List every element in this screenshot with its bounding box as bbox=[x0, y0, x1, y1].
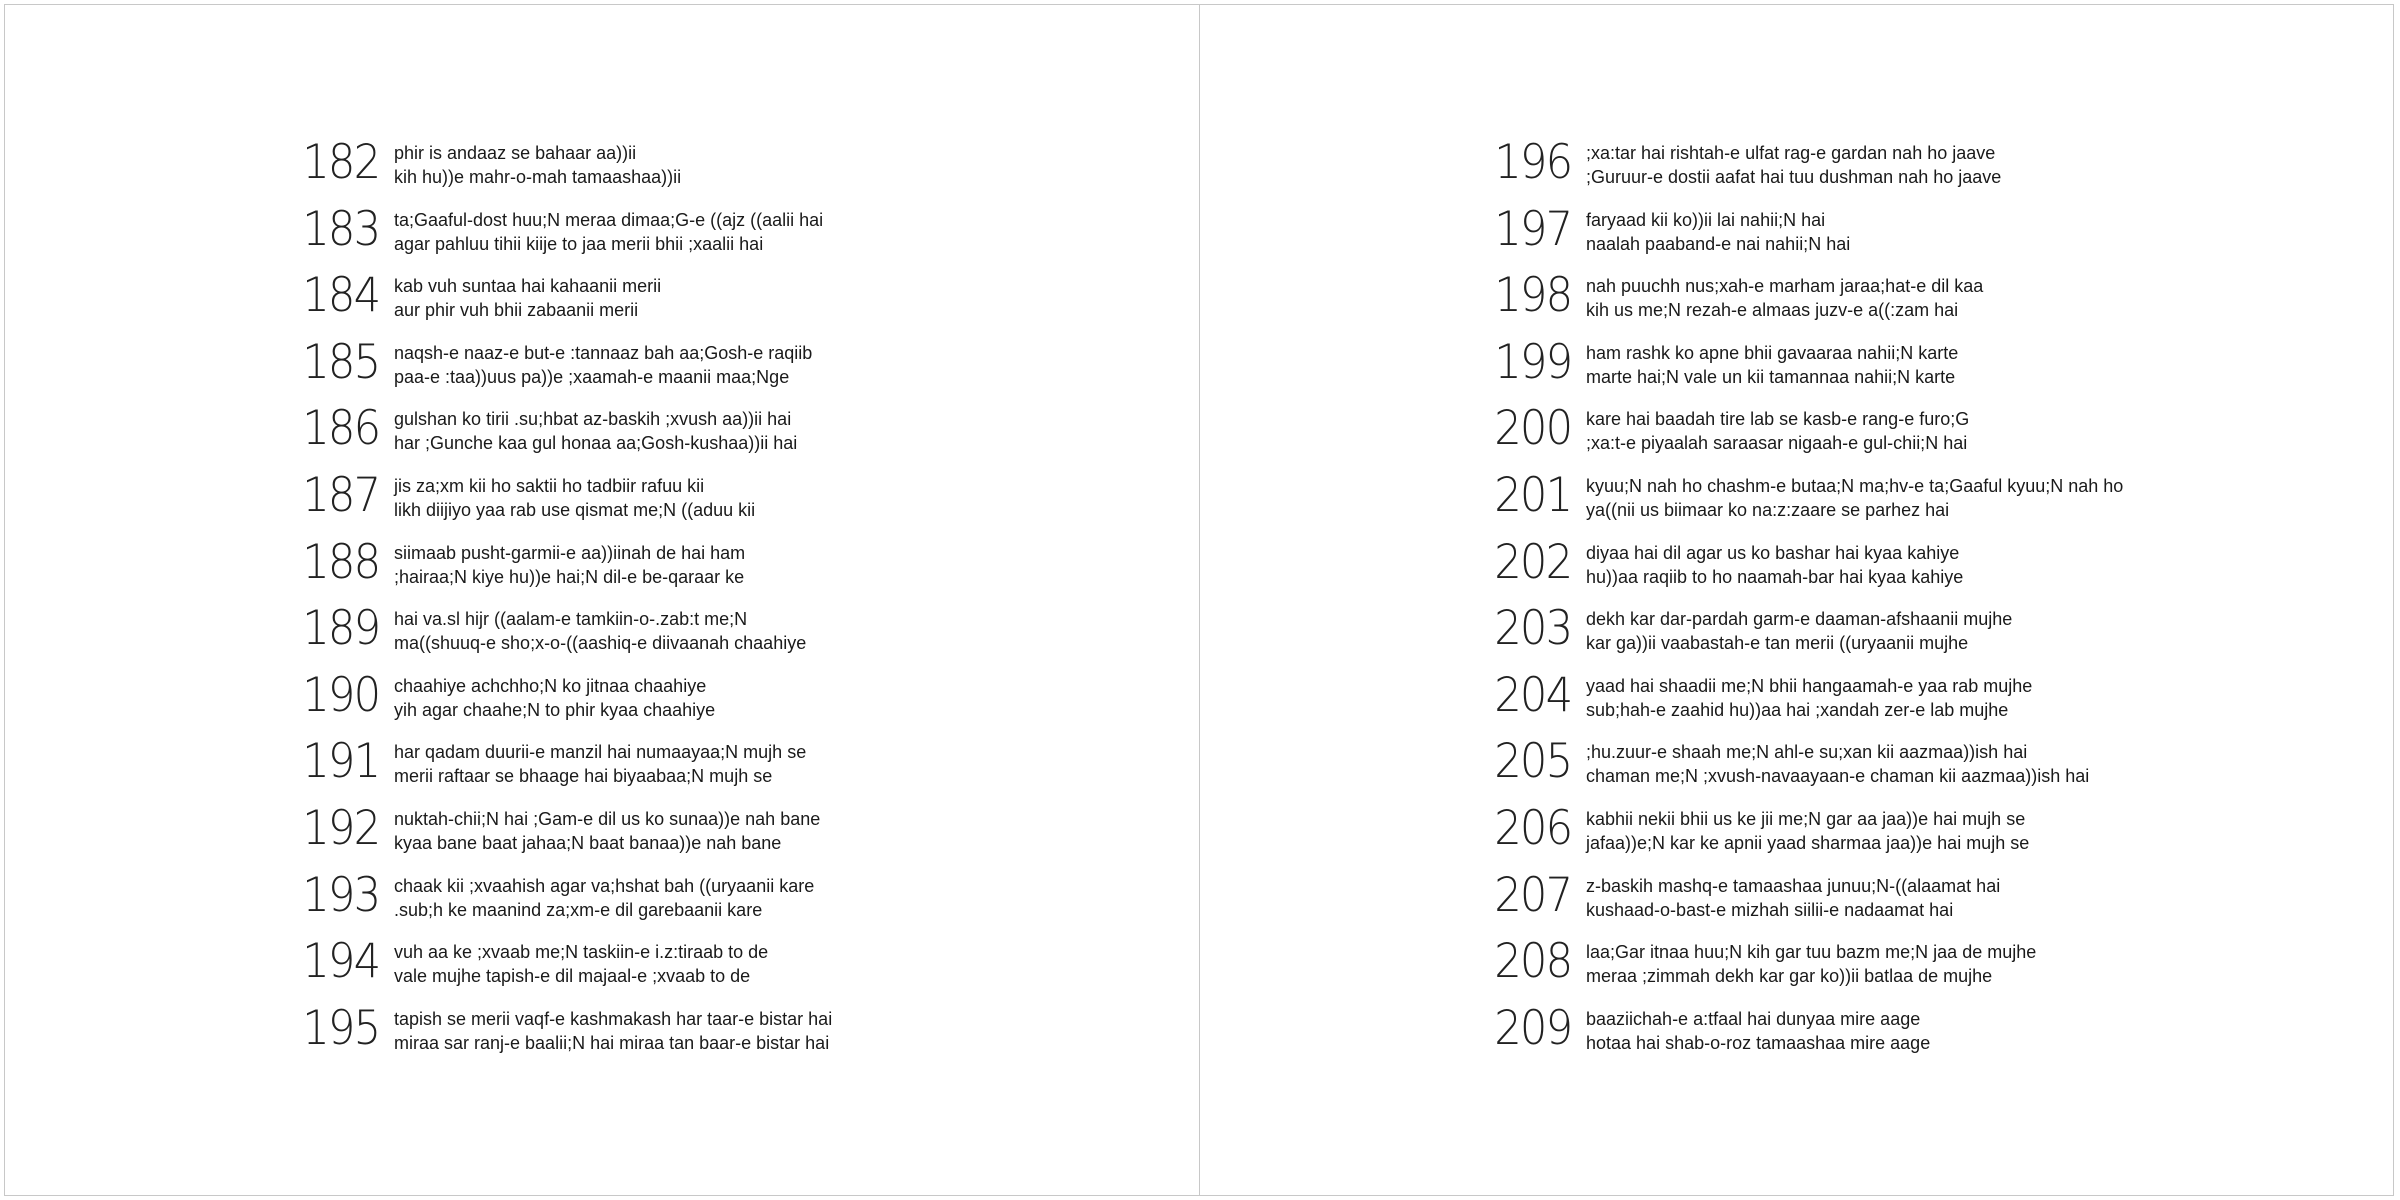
verse-line-2: ;hairaa;N kiye hu))e hai;N dil-e be-qaraar ke bbox=[394, 566, 745, 587]
verse-line-2: kyaa bane baat jahaa;N baat banaa))e nah bane bbox=[394, 832, 782, 853]
verse-line-1: naqsh-e naaz-e but-e :tannaaz bah aa;Gosh-e raqiib bbox=[394, 342, 813, 363]
verse-text bbox=[1586, 1007, 1930, 1055]
verse-number: 201 bbox=[1494, 467, 1572, 523]
verse-line-2: vale mujhe tapish-e dil majaal-e ;xvaab to de bbox=[394, 966, 751, 987]
verse-line-2: marte hai;N vale un kii tamannaa nahii;N karte bbox=[1586, 366, 1956, 387]
verse-text bbox=[394, 874, 814, 922]
page-gutter bbox=[1199, 4, 1200, 1196]
verse-number: 209 bbox=[1494, 1000, 1572, 1056]
verse-text bbox=[394, 274, 661, 322]
verse-line-1: nah puuchh nus;xah-e marham jaraa;hat-e dil kaa bbox=[1586, 276, 1984, 297]
verse-number: 186 bbox=[302, 401, 380, 457]
verse-text bbox=[1586, 940, 2036, 988]
verse-text bbox=[1586, 674, 2032, 722]
verse-text bbox=[394, 607, 806, 655]
verse-text bbox=[1586, 407, 1969, 455]
verse-line-2: miraa sar ranj-e baalii;N hai miraa tan baar-e bistar hai bbox=[394, 1032, 830, 1053]
verse-line-2: kih hu))e mahr-o-mah tamaashaa))ii bbox=[394, 167, 682, 187]
verse-number: 182 bbox=[302, 135, 380, 190]
verse-line-2: chaman me;N ;xvush-navaayaan-e chaman kii aazmaa))ish hai bbox=[1586, 766, 2090, 787]
verse-text bbox=[1586, 274, 1983, 322]
verse-text bbox=[394, 541, 745, 589]
verse-line-1: chaak kii ;xvaahish agar va;hshat bah ((uryaanii kare bbox=[394, 875, 815, 896]
verse-line-1: kare hai baadah tire lab se kasb-e rang-e furo;G bbox=[1586, 409, 1970, 430]
verse-text bbox=[1586, 141, 2001, 189]
verse-number: 191 bbox=[302, 734, 380, 790]
verse-number: 195 bbox=[302, 1000, 380, 1056]
verse-line-2: ma((shuuq-e sho;x-o-((aashiq-e diivaanah chaahiye bbox=[394, 633, 807, 654]
verse-line-2: aur phir vuh bhii zabaanii merii bbox=[394, 300, 639, 321]
verse-text bbox=[394, 474, 755, 522]
verse-number: 207 bbox=[1494, 867, 1572, 923]
verse-line-1: faryaad kii ko))ii lai nahii;N hai bbox=[1586, 209, 1826, 230]
verse-number: 190 bbox=[302, 667, 380, 723]
verse-number: 193 bbox=[302, 867, 380, 923]
verse-text bbox=[1586, 607, 2012, 655]
verse-text bbox=[394, 940, 768, 988]
verse-text bbox=[394, 141, 681, 189]
verse-number: 192 bbox=[302, 800, 380, 856]
verse-text bbox=[394, 1007, 832, 1055]
verse-number: 205 bbox=[1494, 734, 1572, 790]
verse-line-1: siimaab pusht-garmii-e aa))iinah de hai ham bbox=[394, 542, 746, 563]
verse-line-1: ta;Gaaful-dost huu;N meraa dimaa;G-e ((ajz ((aalii hai bbox=[394, 209, 824, 230]
verse-line-2: yih agar chaahe;N to phir kyaa chaahiye bbox=[394, 699, 716, 720]
verse-line-2: sub;hah-e zaahid hu))aa hai ;xandah zer-e lab mujhe bbox=[1586, 699, 2009, 720]
verse-line-2: ;xa:t-e piyaalah saraasar nigaah-e gul-chii;N hai bbox=[1586, 433, 1968, 454]
verse-line-1: har qadam duurii-e manzil hai numaayaa;N mujh se bbox=[394, 742, 807, 763]
verse-number: 202 bbox=[1494, 534, 1572, 590]
verse-line-2: ya((nii us biimaar ko na:z:zaare se parhez hai bbox=[1586, 499, 1950, 520]
verse-line-1: ;hu.zuur-e shaah me;N ahl-e su;xan kii aazmaa))ish hai bbox=[1586, 742, 2028, 763]
verse-number: 196 bbox=[1494, 135, 1572, 190]
verse-number: 197 bbox=[1494, 201, 1572, 257]
verse-number: 206 bbox=[1494, 800, 1572, 856]
verse-line-1: nuktah-chii;N hai ;Gam-e dil us ko sunaa))e nah bane bbox=[394, 808, 821, 829]
verse-text bbox=[1586, 474, 2123, 522]
verse-line-1: tapish se merii vaqf-e kashmakash har taar-e bistar hai bbox=[394, 1008, 833, 1029]
verse-line-2: hotaa hai shab-o-roz tamaashaa mire aage bbox=[1586, 1032, 1931, 1053]
verse-text bbox=[1586, 807, 2029, 855]
verse-line-1: kab vuh suntaa hai kahaanii merii bbox=[394, 276, 662, 297]
verse-line-1: z-baskih mashq-e tamaashaa junuu;N-((alaamat hai bbox=[1586, 875, 2001, 896]
verse-number: 183 bbox=[302, 201, 380, 257]
verse-line-1: diyaa hai dil agar us ko bashar hai kyaa kahiye bbox=[1586, 542, 1960, 563]
verse-line-2: merii raftaar se bhaage hai biyaabaa;N mujh se bbox=[394, 766, 773, 787]
verse-text bbox=[1586, 541, 1963, 589]
verse-line-2: likh diijiyo yaa rab use qismat me;N ((aduu kii bbox=[394, 499, 756, 520]
verse-number: 198 bbox=[1494, 268, 1572, 324]
verse-text bbox=[394, 208, 823, 256]
verse-line-1: dekh kar dar-pardah garm-e daaman-afshaanii mujhe bbox=[1586, 609, 2013, 630]
verse-line-2: meraa ;zimmah dekh kar gar ko))ii batlaa de mujhe bbox=[1586, 966, 1993, 987]
verse-text bbox=[394, 674, 715, 722]
verse-line-1: vuh aa ke ;xvaab me;N taskiin-e i.z:tiraab to de bbox=[394, 942, 769, 963]
verse-line-1: hai va.sl hijr ((aalam-e tamkiin-o-.zab:t me;N bbox=[394, 609, 748, 630]
verse-line-2: naalah paaband-e nai nahii;N hai bbox=[1586, 233, 1851, 254]
verse-line-2: kushaad-o-bast-e mizhah siilii-e nadaamat hai bbox=[1586, 899, 1954, 920]
verse-number: 187 bbox=[302, 467, 380, 523]
verse-text bbox=[1586, 740, 2089, 788]
verse-line-2: agar pahluu tihii kiije to jaa merii bhii ;xaalii hai bbox=[394, 233, 764, 254]
verse-line-2: kar ga))ii vaabastah-e tan merii ((uryaanii mujhe bbox=[1586, 633, 1969, 654]
verse-number: 200 bbox=[1494, 401, 1572, 457]
verse-text bbox=[1586, 341, 1958, 389]
verse-text bbox=[1586, 208, 1850, 256]
verse-line-1: kabhii nekii bhii us ke jii me;N gar aa jaa))e hai mujh se bbox=[1586, 808, 2026, 829]
verse-line-2: kih us me;N rezah-e almaas juzv-e a((:zam hai bbox=[1586, 300, 1959, 321]
verse-line-1: laa;Gar itnaa huu;N kih gar tuu bazm me;N jaa de mujhe bbox=[1586, 942, 2037, 963]
verse-line-1: baaziichah-e a:tfaal hai dunyaa mire aage bbox=[1586, 1008, 1921, 1029]
verse-number: 185 bbox=[302, 334, 380, 390]
verse-line-2: ;Guruur-e dostii aafat hai tuu dushman nah ho jaave bbox=[1586, 167, 2002, 187]
verse-line-2: .sub;h ke maanind za;xm-e dil garebaanii kare bbox=[394, 899, 763, 920]
verse-line-1: gulshan ko tirii .su;hbat az-baskih ;xvush aa))ii hai bbox=[394, 409, 792, 430]
verse-line-2: har ;Gunche kaa gul honaa aa;Gosh-kushaa))ii hai bbox=[394, 433, 798, 454]
verse-line-2: paa-e :taa))uus pa))e ;xaamah-e maanii maa;Nge bbox=[394, 366, 790, 387]
verse-number: 199 bbox=[1494, 334, 1572, 390]
verse-number: 194 bbox=[302, 934, 380, 990]
verse-number: 204 bbox=[1494, 667, 1572, 723]
verse-number: 184 bbox=[302, 268, 380, 324]
verse-line-1: jis za;xm kii ho saktii ho tadbiir rafuu kii bbox=[394, 475, 705, 496]
verse-text bbox=[394, 407, 797, 455]
verse-line-1: chaahiye achchho;N ko jitnaa chaahiye bbox=[394, 675, 707, 696]
verse-line-1: kyuu;N nah ho chashm-e butaa;N ma;hv-e ta;Gaaful kyuu;N nah ho bbox=[1586, 475, 2124, 496]
verse-text bbox=[394, 740, 806, 788]
verse-number: 208 bbox=[1494, 934, 1572, 990]
verse-number: 189 bbox=[302, 601, 380, 657]
verse-line-1: phir is andaaz se bahaar aa))ii bbox=[394, 143, 637, 163]
verse-text bbox=[1586, 874, 2000, 922]
verse-line-2: hu))aa raqiib to ho naamah-bar hai kyaa kahiye bbox=[1586, 566, 1964, 587]
verse-number: 203 bbox=[1494, 601, 1572, 657]
verse-line-1: ham rashk ko apne bhii gavaaraa nahii;N karte bbox=[1586, 342, 1959, 363]
verse-line-1: yaad hai shaadii me;N bhii hangaamah-e yaa rab mujhe bbox=[1586, 675, 2033, 696]
verse-text bbox=[394, 807, 820, 855]
verse-text bbox=[394, 341, 812, 389]
verse-line-2: jafaa))e;N kar ke apnii yaad sharmaa jaa))e hai mujh se bbox=[1586, 832, 2030, 853]
verse-number: 188 bbox=[302, 534, 380, 590]
verse-line-1: ;xa:tar hai rishtah-e ulfat rag-e gardan nah ho jaave bbox=[1586, 143, 1996, 163]
